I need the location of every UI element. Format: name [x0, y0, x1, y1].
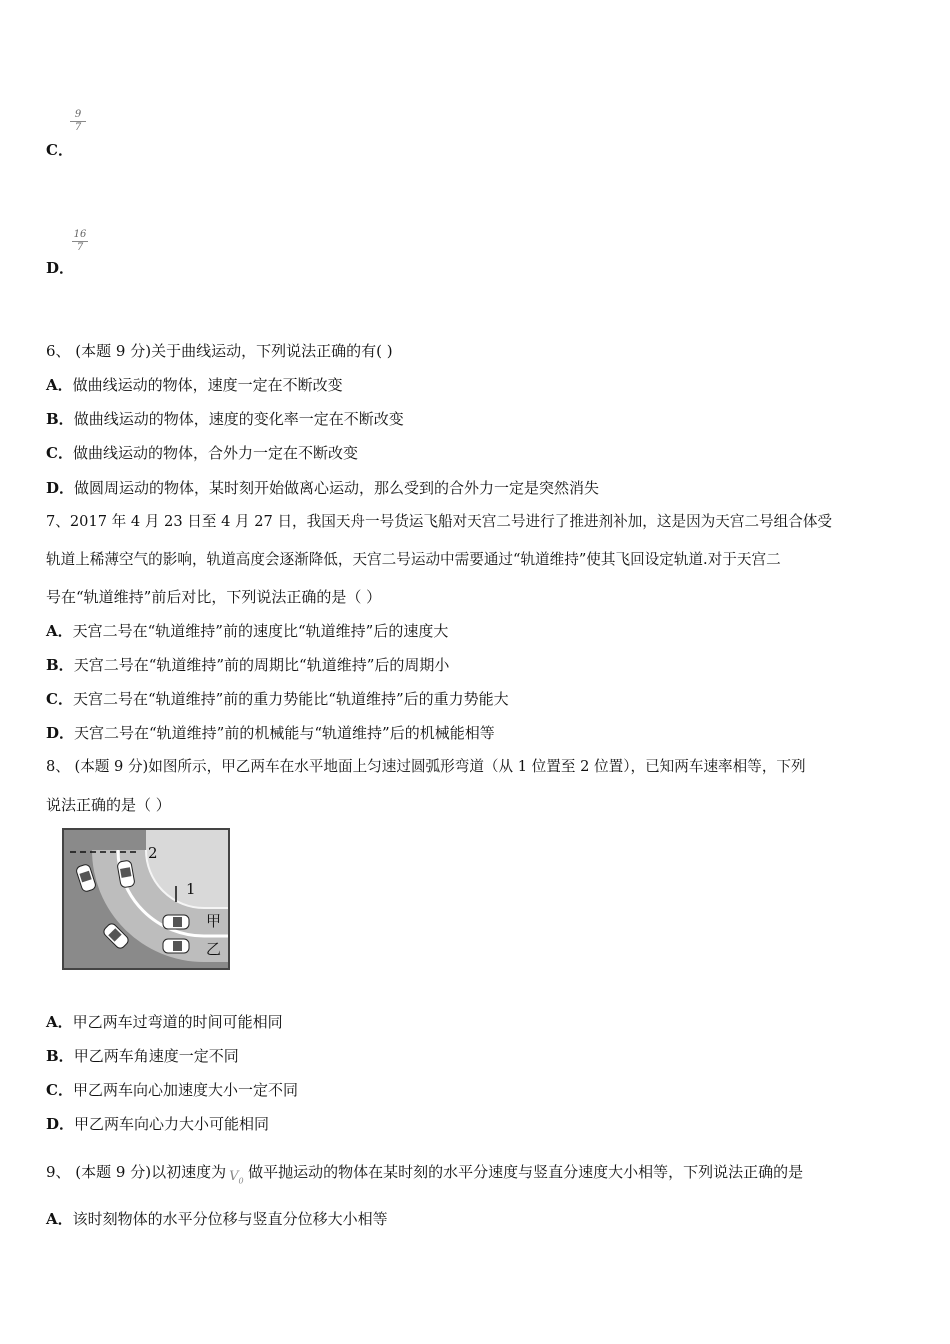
option-text: 甲乙两车角速度一定不同 — [73, 1047, 239, 1065]
q9-stem — [46, 1162, 804, 1186]
q6-option-c — [46, 443, 358, 463]
option-label: C． — [46, 1081, 73, 1099]
option-label: B． — [46, 656, 74, 674]
option-label: C． — [46, 690, 73, 708]
fraction-denominator: 7 — [76, 242, 84, 253]
q7-option-a — [46, 621, 448, 641]
q5-option-d-label: D． — [46, 259, 75, 277]
option-label: A． — [46, 376, 73, 394]
q7-option-d — [46, 723, 495, 743]
car-yi-start — [163, 939, 189, 953]
option-text: 天宫二号在“轨道维持”前的速度比“轨道维持”后的速度大 — [72, 622, 449, 640]
q8-stem-line2: 说法正确的是（ ） — [46, 796, 171, 814]
option-text: 做曲线运动的物体，合外力一定在不断改变 — [72, 444, 358, 462]
curved-road-figure — [62, 828, 230, 970]
fraction-denominator: 7 — [74, 122, 82, 133]
q7-option-c — [46, 689, 509, 709]
option-label: B． — [46, 1047, 74, 1065]
v0-letter: V — [229, 1169, 239, 1184]
q8-option-a — [46, 1012, 283, 1032]
option-label: C． — [46, 444, 73, 462]
option-label: D． — [46, 724, 75, 742]
option-label: A． — [46, 1210, 73, 1228]
q7-stem-line2: 轨道上稀薄空气的影响，轨道高度会逐渐降低，天宫二号运动中需要通过“轨道维持”使其飞回设定轨道.对于天宫二 — [46, 551, 781, 568]
option-text: 甲乙两车向心加速度大小一定不同 — [72, 1081, 298, 1099]
option-label: A． — [46, 1013, 73, 1031]
option-text: 做曲线运动的物体，速度的变化率一定在不断改变 — [73, 410, 404, 428]
q8-option-c — [46, 1080, 298, 1100]
label-jia: 甲 — [206, 912, 222, 930]
option-text: 甲乙两车向心力大小可能相同 — [74, 1115, 270, 1133]
option-label: D． — [46, 1115, 75, 1133]
option-text: 天宫二号在“轨道维持”前的机械能与“轨道维持”后的机械能相等 — [74, 724, 495, 742]
fraction-numerator: 9 — [70, 110, 86, 122]
q6-option-d — [46, 478, 599, 498]
q6-option-b — [46, 409, 404, 429]
option-label: A． — [46, 622, 73, 640]
q9-option-a — [46, 1209, 388, 1229]
option-text: 天宫二号在“轨道维持”前的重力势能比“轨道维持”后的重力势能大 — [72, 690, 509, 708]
label-position-1: 1 — [186, 880, 196, 898]
label-position-2: 2 — [148, 844, 158, 862]
option-text: 做曲线运动的物体，速度一定在不断改变 — [72, 376, 343, 394]
q8-option-d — [46, 1114, 269, 1134]
fraction-9-7 — [70, 110, 86, 133]
q7-stem-line3: 号在“轨道维持”前后对比，下列说法正确的是（ ） — [46, 588, 382, 606]
car-jia-start — [163, 915, 189, 929]
fraction-numerator: 16 — [73, 229, 87, 240]
option-label: D． — [46, 479, 75, 497]
fraction-16-7 — [72, 230, 88, 253]
option-label: B． — [46, 410, 74, 428]
q7-option-b — [46, 655, 449, 675]
q8-option-b — [46, 1046, 239, 1066]
option-text: 做圆周运动的物体，某时刻开始做离心运动，那么受到的合外力一定是突然消失 — [74, 479, 600, 497]
option-text: 该时刻物体的水平分位移与竖直分位移大小相等 — [72, 1210, 388, 1228]
q5-option-c-label: C． — [46, 141, 73, 159]
q8-stem-line1: 8、 (本题 9 分)如图所示，甲乙两车在水平地面上匀速过圆弧形弯道（从 1 位置至 2 位置），已知两车速率相等，下列 — [46, 758, 806, 775]
q9-stem-pre: 9、 (本题 9 分)以初速度为 — [46, 1163, 227, 1181]
q6-stem: 6、 (本题 9 分)关于曲线运动，下列说法正确的有( ) — [46, 342, 393, 360]
label-yi: 乙 — [206, 940, 222, 958]
q7-stem-line1: 7、2017 年 4 月 23 日至 4 月 27 日，我国天舟一号货运飞船对天宫二号进行了推进剂补加，这是因为天宫二号组合体受 — [46, 513, 833, 530]
v0-subscript: 0 — [238, 1176, 244, 1186]
option-text: 天宫二号在“轨道维持”前的周期比“轨道维持”后的周期小 — [73, 656, 450, 674]
q9-stem-post: 做平抛运动的物体在某时刻的水平分速度与竖直分速度大小相等，下列说法正确的是 — [248, 1163, 804, 1181]
option-text: 甲乙两车过弯道的时间可能相同 — [72, 1013, 283, 1031]
q6-option-a — [46, 375, 343, 395]
